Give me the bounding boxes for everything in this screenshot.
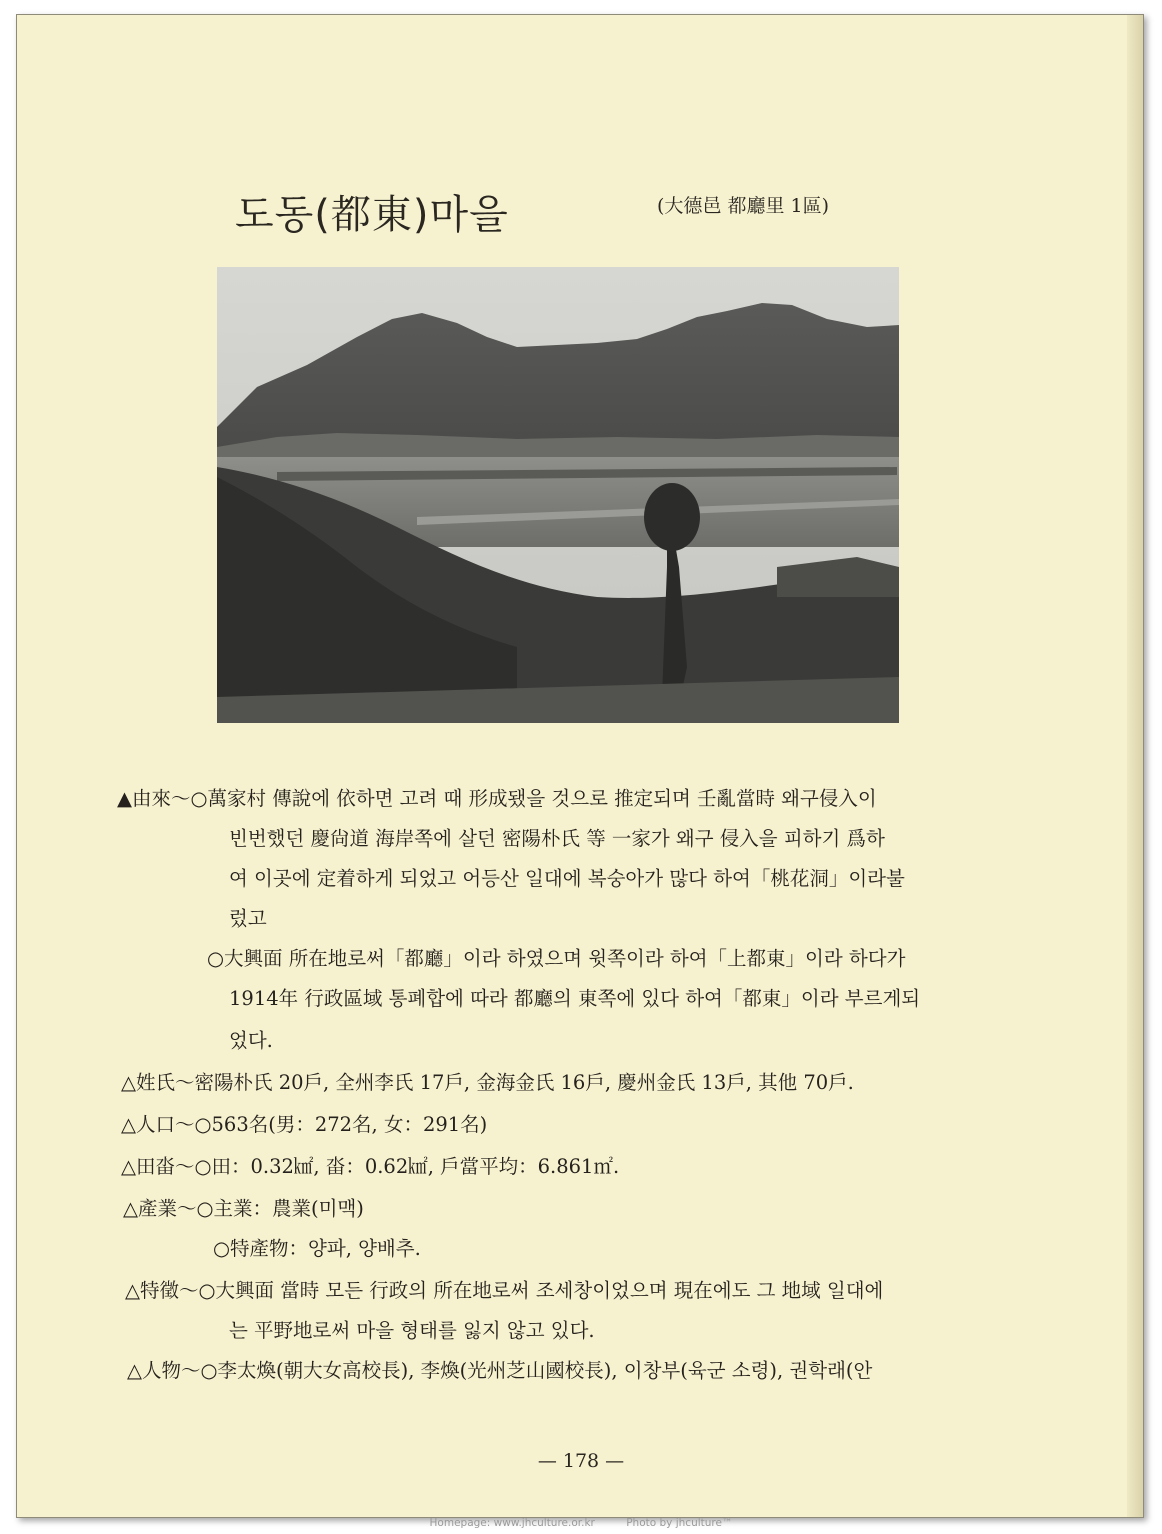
text-line: 렀고 — [229, 907, 267, 930]
text-line: △田畓～○田：0.32㎢, 畓：0.62㎢, 戶當平均：6.861㎡. — [121, 1155, 620, 1178]
text-line: 었다. — [229, 1029, 273, 1052]
footer — [0, 1517, 1162, 1529]
book-spine-shadow — [1127, 15, 1143, 1517]
text-line: △產業～○主業：農業(미맥) — [123, 1197, 364, 1220]
text-line: ○特產物：양파, 양배추. — [213, 1237, 421, 1260]
text-line: △特徵～○大興面 當時 모든 行政의 所在地로써 조세창이었으며 現在에도 그 地域 일대에 — [125, 1279, 884, 1302]
text-line: ○大興面 所在地로써「都廳」이라 하였으며 윗쪽이라 하여「上都東」이라 하다가 — [207, 947, 906, 970]
text-line: ▲由來～○萬家村 傳說에 依하면 고려 때 形成됐을 것으로 推定되며 壬亂當時 왜구侵入이 — [117, 787, 877, 810]
text-line: △姓氏～密陽朴氏 20戶, 全州李氏 17戶, 金海金氏 16戶, 慶州金氏 13戶, 其他 70戶. — [121, 1071, 854, 1094]
text-line: 빈번했던 慶尙道 海岸쪽에 살던 密陽朴氏 等 一家가 왜구 侵入을 피하기 爲하 — [229, 827, 885, 850]
page-subtitle: (大德邑 都廳里 1區) — [657, 195, 829, 217]
text-line: 는 平野地로써 마을 형태를 잃지 않고 있다. — [229, 1319, 595, 1342]
landscape-photo — [217, 267, 899, 723]
text-line: △人物～○李太煥(朝大女高校長), 李煥(光州芝山國校長), 이창부(육군 소령), 권학래(안 — [127, 1359, 873, 1382]
page-number: — 178 — — [537, 1450, 625, 1472]
footer-homepage: Homepage: www.jhculture.or.kr — [429, 1517, 595, 1529]
text-line: 여 이곳에 定着하게 되었고 어등산 일대에 복숭아가 많다 하여「桃花洞」이라불 — [229, 867, 905, 890]
page-title: 도동(都東)마을 — [235, 192, 509, 238]
footer-photo-credit: Photo by jhculture™ — [626, 1517, 733, 1529]
text-line: 1914年 行政區域 통폐합에 따라 都廳의 東쪽에 있다 하여「都東」이라 부르게되 — [229, 987, 921, 1010]
text-line: △人口～○563名(男：272名, 女：291名) — [121, 1113, 488, 1136]
page-frame — [16, 14, 1144, 1518]
